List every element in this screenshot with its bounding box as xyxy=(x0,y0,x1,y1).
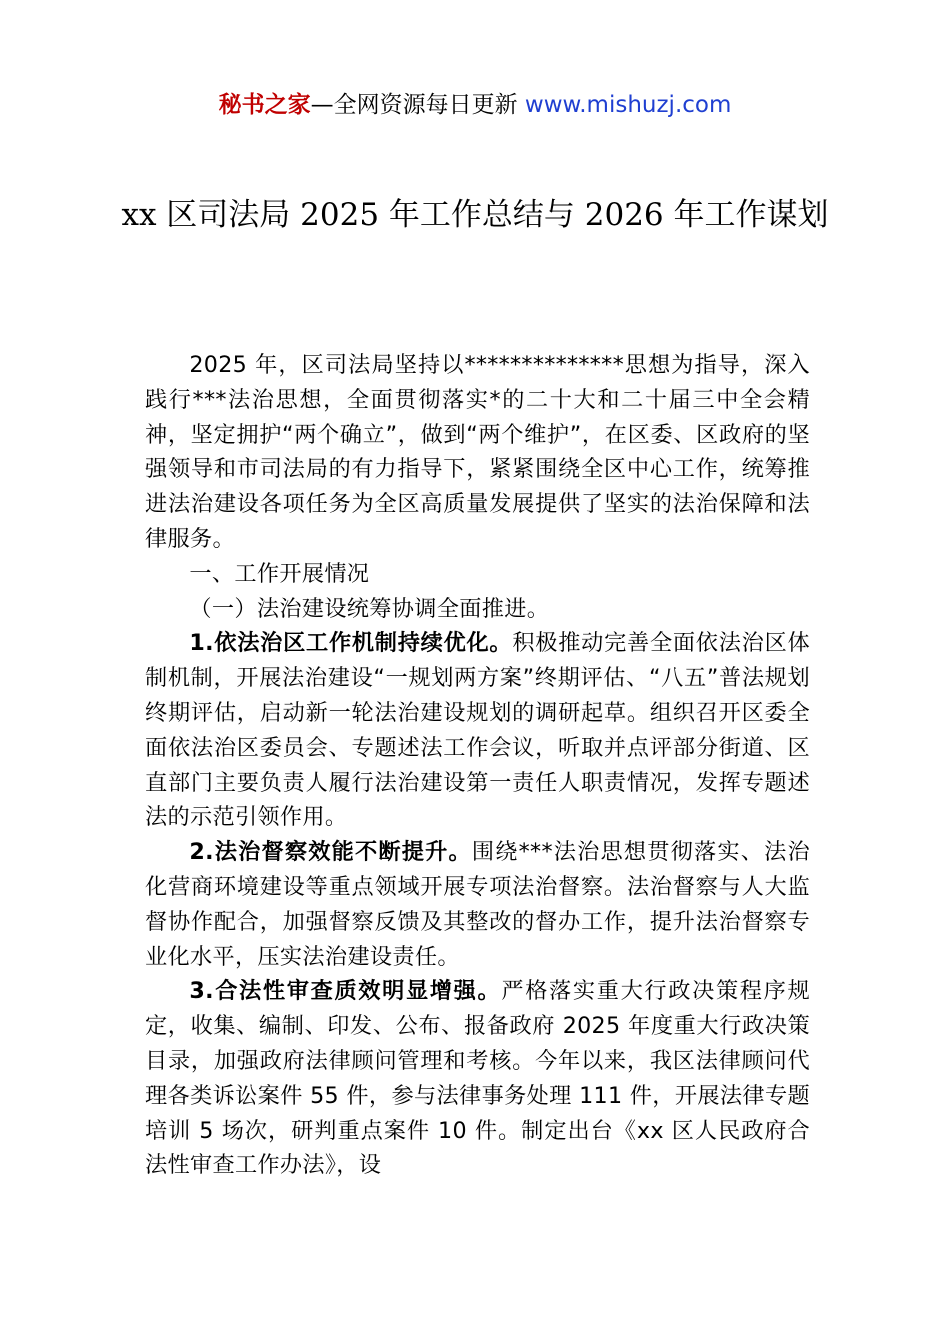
site-brand: 秘书之家 xyxy=(218,92,311,118)
document-title: xx 区司法局 2025 年工作总结与 2026 年工作谋划 xyxy=(121,197,829,233)
item-text: 围绕***法治思想贯彻落实、法治化营商环境建设等重点领域开展专项法治督察。法治督察与人大监督协作配合，加强督察反馈及其整改的督办工作，提升法治督察专业化水平，压实法治建设责任。 xyxy=(145,839,810,970)
site-header xyxy=(0,88,950,122)
subsection-heading: （一）法治建设统筹协调全面推进。 xyxy=(189,595,550,622)
document-body xyxy=(145,348,810,1183)
section-heading: 一、工作开展情况 xyxy=(189,560,370,587)
item-lead: 2.法治督察效能不断提升。 xyxy=(189,839,472,866)
intro-paragraph: 2025 年，区司法局坚持以**************思想为指导，深入践行***法治思想，全面贯彻落实*的二十大和二十届三中全会精神，坚定拥护“两个确立”，做到“两个维护”，在区委、区政府的坚强领导和市司法局的有力指导下，紧紧围绕全区中心工作，统筹推进法治建设各项任务为全区高质量发展提供了坚实的法治保障和法律服务。 xyxy=(145,352,810,552)
item-paragraph xyxy=(145,626,810,835)
item-lead: 1.依法治区工作机制持续优化。 xyxy=(189,630,513,657)
site-slogan: —全网资源每日更新 xyxy=(310,92,525,118)
item-text: 积极推动完善全面依法治区体制机制，开展法治建设“一规划两方案”终期评估、“八五”普法规划终期评估，启动新一轮法治建设规划的调研起草。组织召开区委全面依法治区委员会、专题述法工作会议，听取并点评部分街道、区直部门主要负责人履行法治建设第一责任人职责情况，发挥专题述法的示范引领作用。 xyxy=(145,630,810,831)
item-paragraph xyxy=(145,835,810,974)
item-lead: 3.合法性审查质效明显增强。 xyxy=(189,978,502,1005)
item-text: 严格落实重大行政决策程序规定，收集、编制、印发、公布、报备政府 2025 年度重大行政决策目录，加强政府法律顾问管理和考核。今年以来，我区法律顾问代理各类诉讼案件 55 件，参与法律事务处理 111 件，开展法律专题培训 5 场次，研判重点案件 10 件。制定出台《xx 区人民政府合法性审查工作办法》，设 xyxy=(145,978,810,1179)
item-paragraph xyxy=(145,974,810,1183)
site-url-link[interactable]: www.mishuzj.com xyxy=(524,92,732,118)
